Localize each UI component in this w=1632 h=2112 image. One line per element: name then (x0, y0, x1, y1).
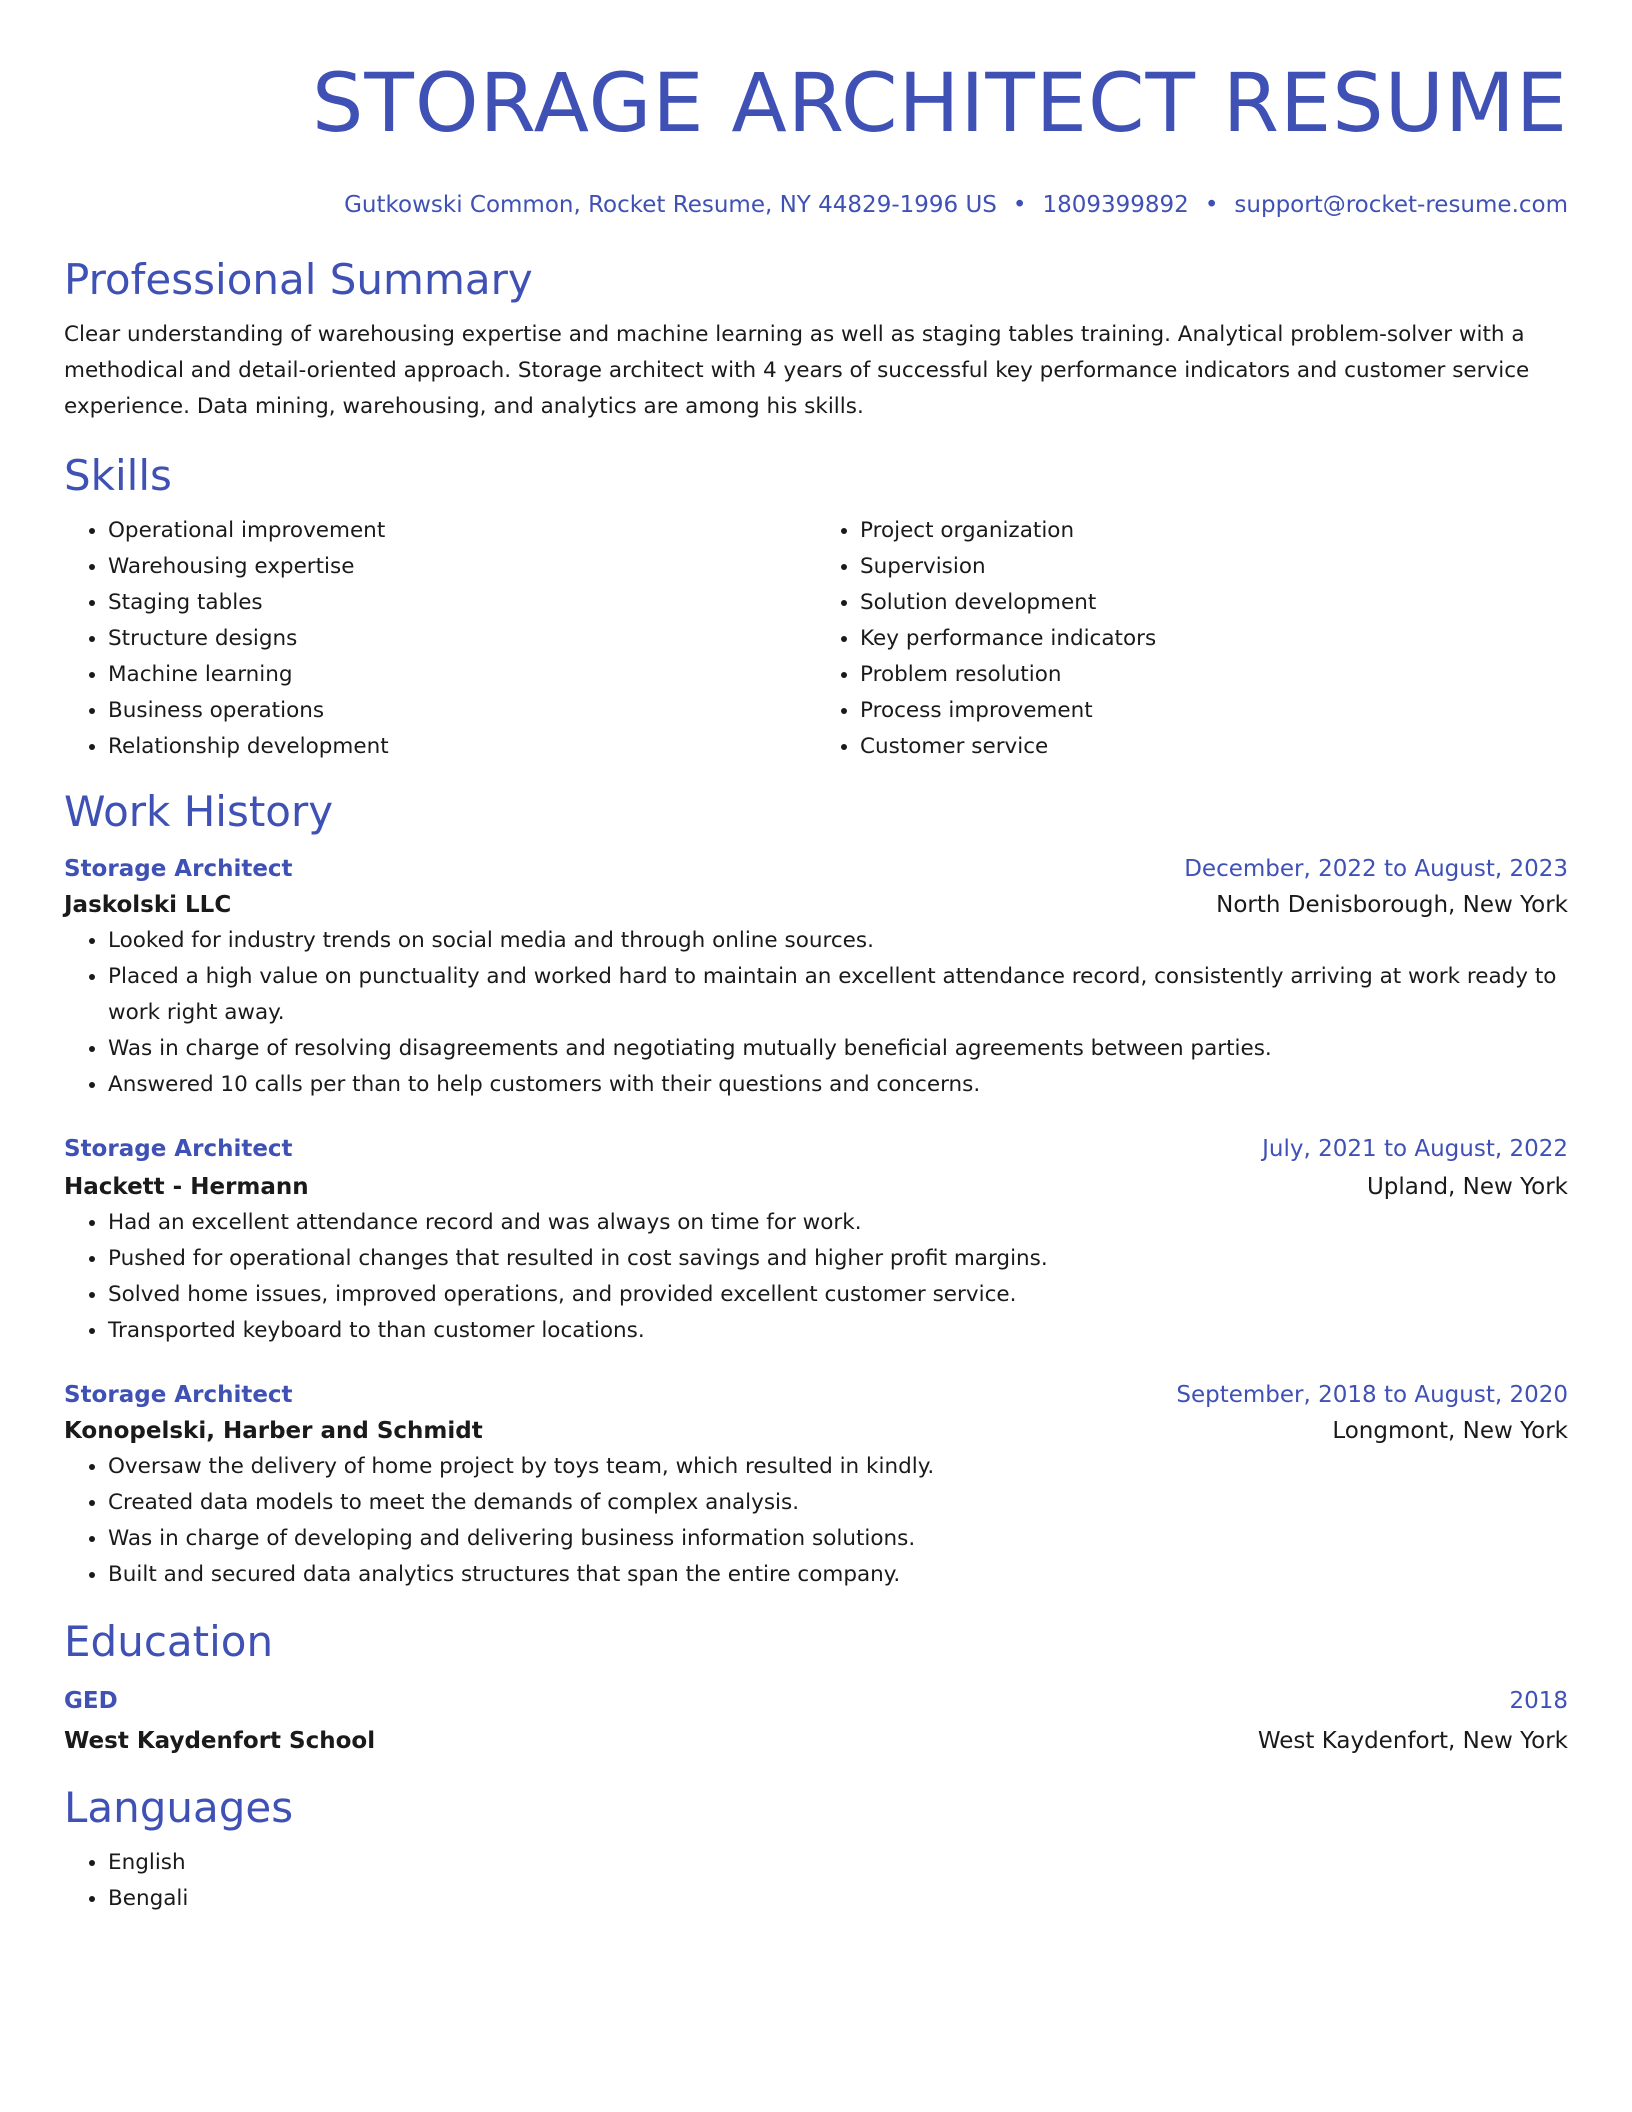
skill-item: • Warehousing expertise (108, 549, 816, 585)
skill-item: • Machine learning (108, 657, 816, 693)
job-company: Konopelski, Harber and Schmidt (64, 1418, 483, 1444)
job-entry (64, 1131, 1568, 1349)
job-location: Longmont, New York (1332, 1418, 1568, 1444)
education-location: West Kaydenfort, New York (1257, 1728, 1568, 1754)
summary-heading: Professional Summary (64, 255, 533, 304)
job-bullet: • Was in charge of developing and delivering business information solutions. (108, 1521, 1568, 1557)
job-location: North Denisborough, New York (1216, 892, 1568, 918)
job-location: Upland, New York (1366, 1174, 1568, 1200)
skills-heading: Skills (64, 451, 172, 500)
skills-columns (64, 513, 1568, 765)
contact-separator: • (1012, 192, 1027, 218)
education-entry (64, 1683, 1568, 1759)
work-history-heading: Work History (64, 787, 334, 836)
job-header (64, 1131, 1568, 1167)
skill-item: • Business operations (108, 693, 816, 729)
languages-heading: Languages (64, 1783, 294, 1832)
skills-section (64, 449, 1568, 765)
job-company: Hackett - Hermann (64, 1174, 309, 1200)
contact-phone: 1809399892 (1042, 192, 1189, 218)
job-dates: July, 2021 to August, 2022 (1262, 1136, 1568, 1162)
job-dates: December, 2022 to August, 2023 (1184, 856, 1568, 882)
job-bullet: • Built and secured data analytics structures that span the entire company. (108, 1557, 1568, 1593)
skill-item: • Supervision (860, 549, 1568, 585)
job-subheader (64, 1413, 1568, 1449)
job-bullet: • Created data models to meet the demands of complex analysis. (108, 1485, 1568, 1521)
job-bullet: • Oversaw the delivery of home project by toys team, which resulted in kindly. (108, 1449, 1568, 1485)
education-degree: GED (64, 1688, 118, 1714)
job-bullet: • Transported keyboard to than customer locations. (108, 1313, 1568, 1349)
resume-title: STORAGE ARCHITECT RESUME (311, 57, 1568, 151)
job-subheader (64, 1169, 1568, 1205)
education-subheader (64, 1723, 1568, 1759)
job-header (64, 1377, 1568, 1413)
skill-item: • Operational improvement (108, 513, 816, 549)
contact-separator: • (1204, 192, 1219, 218)
languages-section (64, 1781, 1568, 1917)
job-bullet: • Solved home issues, improved operations, and provided excellent customer service. (108, 1277, 1568, 1313)
job-bullets (64, 1205, 1568, 1349)
contact-line (64, 190, 1568, 220)
job-dates: September, 2018 to August, 2020 (1176, 1382, 1568, 1408)
skills-column-right (816, 513, 1568, 765)
skill-item: • Relationship development (108, 729, 816, 765)
skill-item: • Key performance indicators (860, 621, 1568, 657)
skills-column-left (64, 513, 816, 765)
job-header (64, 851, 1568, 887)
skill-item: • Problem resolution (860, 657, 1568, 693)
job-bullet: • Had an excellent attendance record and was always on time for work. (108, 1205, 1568, 1241)
job-bullet: • Placed a high value on punctuality and worked hard to maintain an excellent attendance record, consistently arriving at work ready to work right away. (108, 959, 1568, 1031)
skill-item: • Structure designs (108, 621, 816, 657)
education-section (64, 1615, 1568, 1759)
job-title: Storage Architect (64, 856, 293, 882)
language-item: • Bengali (108, 1881, 1568, 1917)
education-heading: Education (64, 1617, 274, 1666)
job-bullets (64, 923, 1568, 1103)
skill-item: • Process improvement (860, 693, 1568, 729)
job-bullet: • Was in charge of resolving disagreements and negotiating mutually beneficial agreements between parties. (108, 1031, 1568, 1067)
summary-section (64, 253, 1568, 425)
work-history-section (64, 785, 1568, 1593)
contact-address: Gutkowski Common, Rocket Resume, NY 44829-1996 US (344, 192, 997, 218)
job-bullets (64, 1449, 1568, 1593)
languages-list (64, 1845, 1568, 1917)
language-item: • English (108, 1845, 1568, 1881)
job-title: Storage Architect (64, 1136, 293, 1162)
education-school: West Kaydenfort School (64, 1728, 376, 1754)
job-bullet: • Answered 10 calls per than to help customers with their questions and concerns. (108, 1067, 1568, 1103)
education-header (64, 1683, 1568, 1719)
job-subheader (64, 887, 1568, 923)
skill-item: • Solution development (860, 585, 1568, 621)
job-entry (64, 851, 1568, 1103)
job-bullet: • Pushed for operational changes that resulted in cost savings and higher profit margins. (108, 1241, 1568, 1277)
job-bullet: • Looked for industry trends on social media and through online sources. (108, 923, 1568, 959)
skill-item: • Staging tables (108, 585, 816, 621)
job-title: Storage Architect (64, 1382, 293, 1408)
summary-text: Clear understanding of warehousing expertise and machine learning as well as staging tables training. Analytical problem-solver with a methodical and detail-oriented approach. Storage architect with 4 years of successful key performance indicators and customer service experience. Data mining, warehousing, and analytics are among his skills. (64, 322, 1530, 419)
skill-item: • Customer service (860, 729, 1568, 765)
education-year: 2018 (1509, 1688, 1568, 1714)
job-company: Jaskolski LLC (64, 892, 232, 918)
contact-email: support@rocket-resume.com (1234, 192, 1568, 218)
skill-item: • Project organization (860, 513, 1568, 549)
job-entry (64, 1377, 1568, 1593)
